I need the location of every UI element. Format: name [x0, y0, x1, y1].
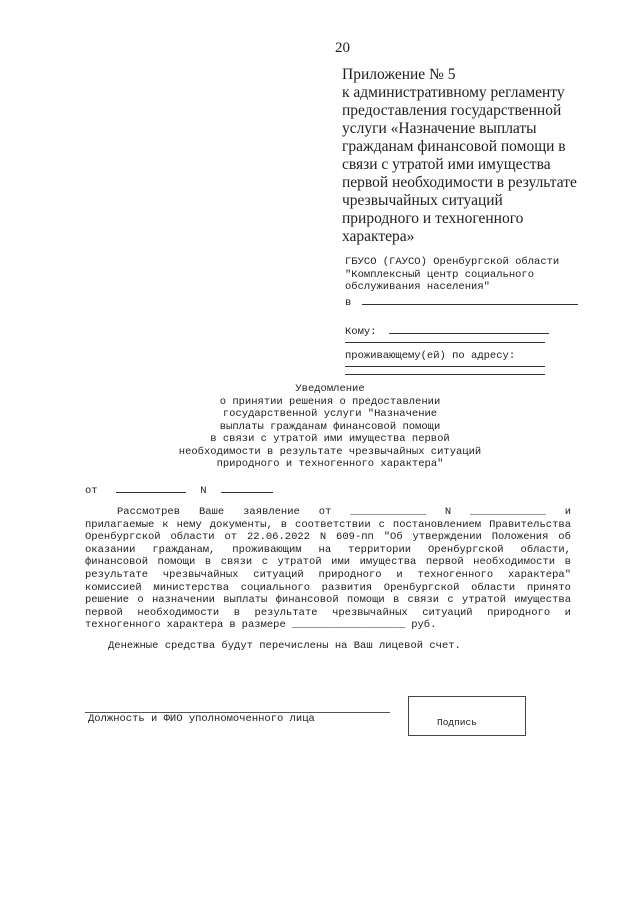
body-word: в: [204, 556, 212, 569]
body-word: оказании: [85, 543, 136, 556]
body-word: в: [392, 594, 400, 607]
body-word: необходимости: [137, 606, 220, 619]
body-word: соответствии: [295, 518, 371, 531]
body-word: чрезвычайных: [332, 606, 408, 619]
position-label: Должность и ФИО уполномоченного лица: [88, 713, 315, 725]
body-word: связи: [220, 556, 253, 569]
body-word: размере: [241, 619, 286, 632]
body-word: об: [558, 531, 571, 544]
body-word: 609-пп: [336, 531, 374, 544]
body-word: результате: [85, 568, 149, 581]
body-word: Правительства: [489, 518, 571, 531]
body-word: утратой: [461, 594, 507, 607]
appendix-line: Приложение № 5: [342, 66, 456, 83]
signature-box: [408, 696, 526, 736]
org-in-row: [345, 294, 585, 310]
signature-label: Подпись: [437, 717, 477, 728]
body-line: [85, 556, 571, 569]
body-line: [85, 582, 571, 595]
notice-date-number-row: [85, 482, 273, 497]
appendix-line: характера»: [342, 228, 415, 245]
notice-title-line: в связи с утратой ими имущества первой: [210, 433, 450, 445]
body-word: прилагаемые: [85, 518, 155, 531]
recipient-label: Кому:: [345, 326, 377, 338]
org-line: обслуживания населения": [345, 281, 490, 293]
body-word: с: [447, 594, 454, 607]
body-word: на: [318, 543, 332, 556]
recipient-blank-line-2: [345, 342, 545, 343]
body-line: [85, 519, 571, 532]
body-word: в: [229, 619, 236, 632]
number-blank-line: [221, 482, 273, 493]
body-word: министерства: [153, 581, 230, 594]
number-label: N: [200, 485, 207, 497]
page-number: 20: [335, 40, 350, 56]
body-word: природного: [487, 606, 551, 619]
body-word: ____________: [350, 506, 426, 518]
body-word: Ваше: [198, 506, 225, 518]
body-word: о: [137, 594, 144, 607]
notice-title: [150, 383, 510, 471]
notice-title-line: государственной услуги "Назначение: [222, 408, 438, 420]
body-word: помощи: [346, 594, 385, 607]
org-line: ГБУСО (ГАУСО) Оренбургской области: [345, 256, 560, 268]
notice-title-line: природного и техногенного характера": [216, 458, 444, 470]
body-line: [85, 544, 571, 557]
body-word: социального: [240, 581, 310, 594]
body-word: заявление: [243, 506, 300, 518]
body-word: области: [471, 581, 516, 594]
appendix-line: первой необходимости в результате: [342, 174, 577, 191]
body-word: утратой: [277, 556, 322, 569]
body-word: ситуаций: [422, 606, 473, 619]
body-word: 22.06.2022: [246, 531, 310, 544]
notice-title-line: необходимости в результате чрезвычайных ситуаций: [178, 445, 482, 458]
body-word: и: [564, 506, 571, 518]
body-word: ситуаций: [253, 568, 304, 581]
notice-body: [85, 506, 571, 632]
body-word: N: [444, 506, 452, 518]
org-line: "Комплексный центр социального: [345, 268, 535, 281]
body-word: от: [318, 506, 332, 518]
appendix-header: [342, 66, 592, 246]
body-word: и: [396, 568, 403, 581]
body-word: принято: [526, 581, 571, 594]
notice-title-line: Уведомление: [295, 383, 365, 395]
appendix-line: услуги «Назначение выплаты: [342, 120, 537, 137]
org-in-label: в: [345, 296, 352, 309]
body-word: комиссией: [85, 581, 142, 594]
org-blank-line: [362, 294, 578, 305]
body-word: первой: [425, 556, 464, 569]
appendix-line: связи с утратой ими имущества: [342, 156, 551, 173]
body-word: финансовой: [85, 556, 149, 569]
body-line: [85, 569, 571, 582]
body-word: помощи: [157, 556, 196, 569]
body-word: решение: [85, 594, 130, 607]
body-word: в: [280, 518, 288, 531]
body-word: Оренбургской: [383, 581, 460, 594]
body-line: [85, 607, 571, 620]
body-word: связи: [407, 594, 440, 607]
recipient-row: [345, 323, 585, 339]
address-label-row: [345, 350, 585, 363]
body-word: природного: [318, 568, 382, 581]
appendix-line: предоставления государственной: [342, 102, 562, 119]
notice-title-line: выплаты гражданам финансовой помощи: [219, 420, 441, 433]
body-word: области,: [520, 543, 571, 556]
body-word: ими: [331, 556, 351, 569]
body-word: нему: [176, 518, 202, 531]
body-word: техногенного: [417, 568, 494, 581]
body-word: проживающим: [232, 543, 302, 556]
body-line: [85, 506, 571, 519]
body-word: имущества: [359, 556, 417, 569]
body-word: руб.: [411, 619, 437, 632]
address-label: проживающему(ей) по адресу:: [345, 349, 516, 362]
body-word: к: [162, 518, 169, 531]
appendix-line: чрезвычайных ситуаций: [342, 192, 503, 209]
body-word: и: [564, 606, 571, 619]
body-word: "Об: [383, 531, 403, 544]
body-word: в: [233, 606, 241, 619]
body-word: с: [378, 518, 385, 531]
notice-title-line: о принятии решения о предоставлении: [219, 395, 441, 408]
body-word: имущества: [514, 594, 571, 607]
body-word: первой: [85, 606, 123, 619]
body-word: характера": [507, 568, 571, 581]
body-word: Оренбургской: [85, 531, 161, 544]
body-word: N: [319, 531, 327, 544]
body-line: [85, 594, 571, 607]
body-word: развития: [321, 581, 373, 594]
body-word: ____________: [470, 506, 546, 518]
address-blank-line: [345, 374, 545, 375]
body-word: Рассмотрев: [117, 506, 181, 518]
money-note: Денежные средства будут перечислены на Ваш лицевой счет.: [108, 640, 461, 652]
body-word: от: [224, 531, 238, 544]
body-line: [85, 619, 571, 632]
appendix-line: гражданам финансовой помощи в: [342, 138, 566, 155]
address-blank-line: [345, 366, 545, 367]
body-word: Положения: [491, 531, 549, 544]
appendix-line: природного и техногенного: [342, 210, 524, 227]
addressee-block: [345, 256, 585, 362]
body-word: характера: [166, 619, 224, 632]
body-word: документы,: [209, 518, 273, 531]
recipient-blank-line: [389, 323, 549, 334]
body-line: [85, 531, 571, 544]
body-word: гражданам,: [152, 543, 216, 556]
body-word: чрезвычайных: [162, 568, 239, 581]
body-word: __________________: [291, 619, 406, 632]
body-word: утверждении: [412, 531, 482, 544]
body-word: постановлением: [392, 518, 482, 531]
body-word: необходимости: [473, 556, 556, 569]
body-word: финансовой: [275, 594, 339, 607]
body-word: Оренбургской: [427, 543, 504, 556]
appendix-line: к административному регламенту: [342, 84, 565, 101]
date-blank-line: [116, 482, 186, 493]
body-word: результате: [254, 606, 318, 619]
body-word: области: [170, 531, 215, 544]
body-word: техногенного: [85, 619, 161, 632]
date-label: от: [85, 485, 98, 497]
body-word: в: [564, 556, 571, 569]
body-word: назначении: [151, 594, 215, 607]
body-word: с: [261, 556, 269, 569]
body-word: выплаты: [223, 594, 268, 607]
body-word: территории: [348, 543, 412, 556]
